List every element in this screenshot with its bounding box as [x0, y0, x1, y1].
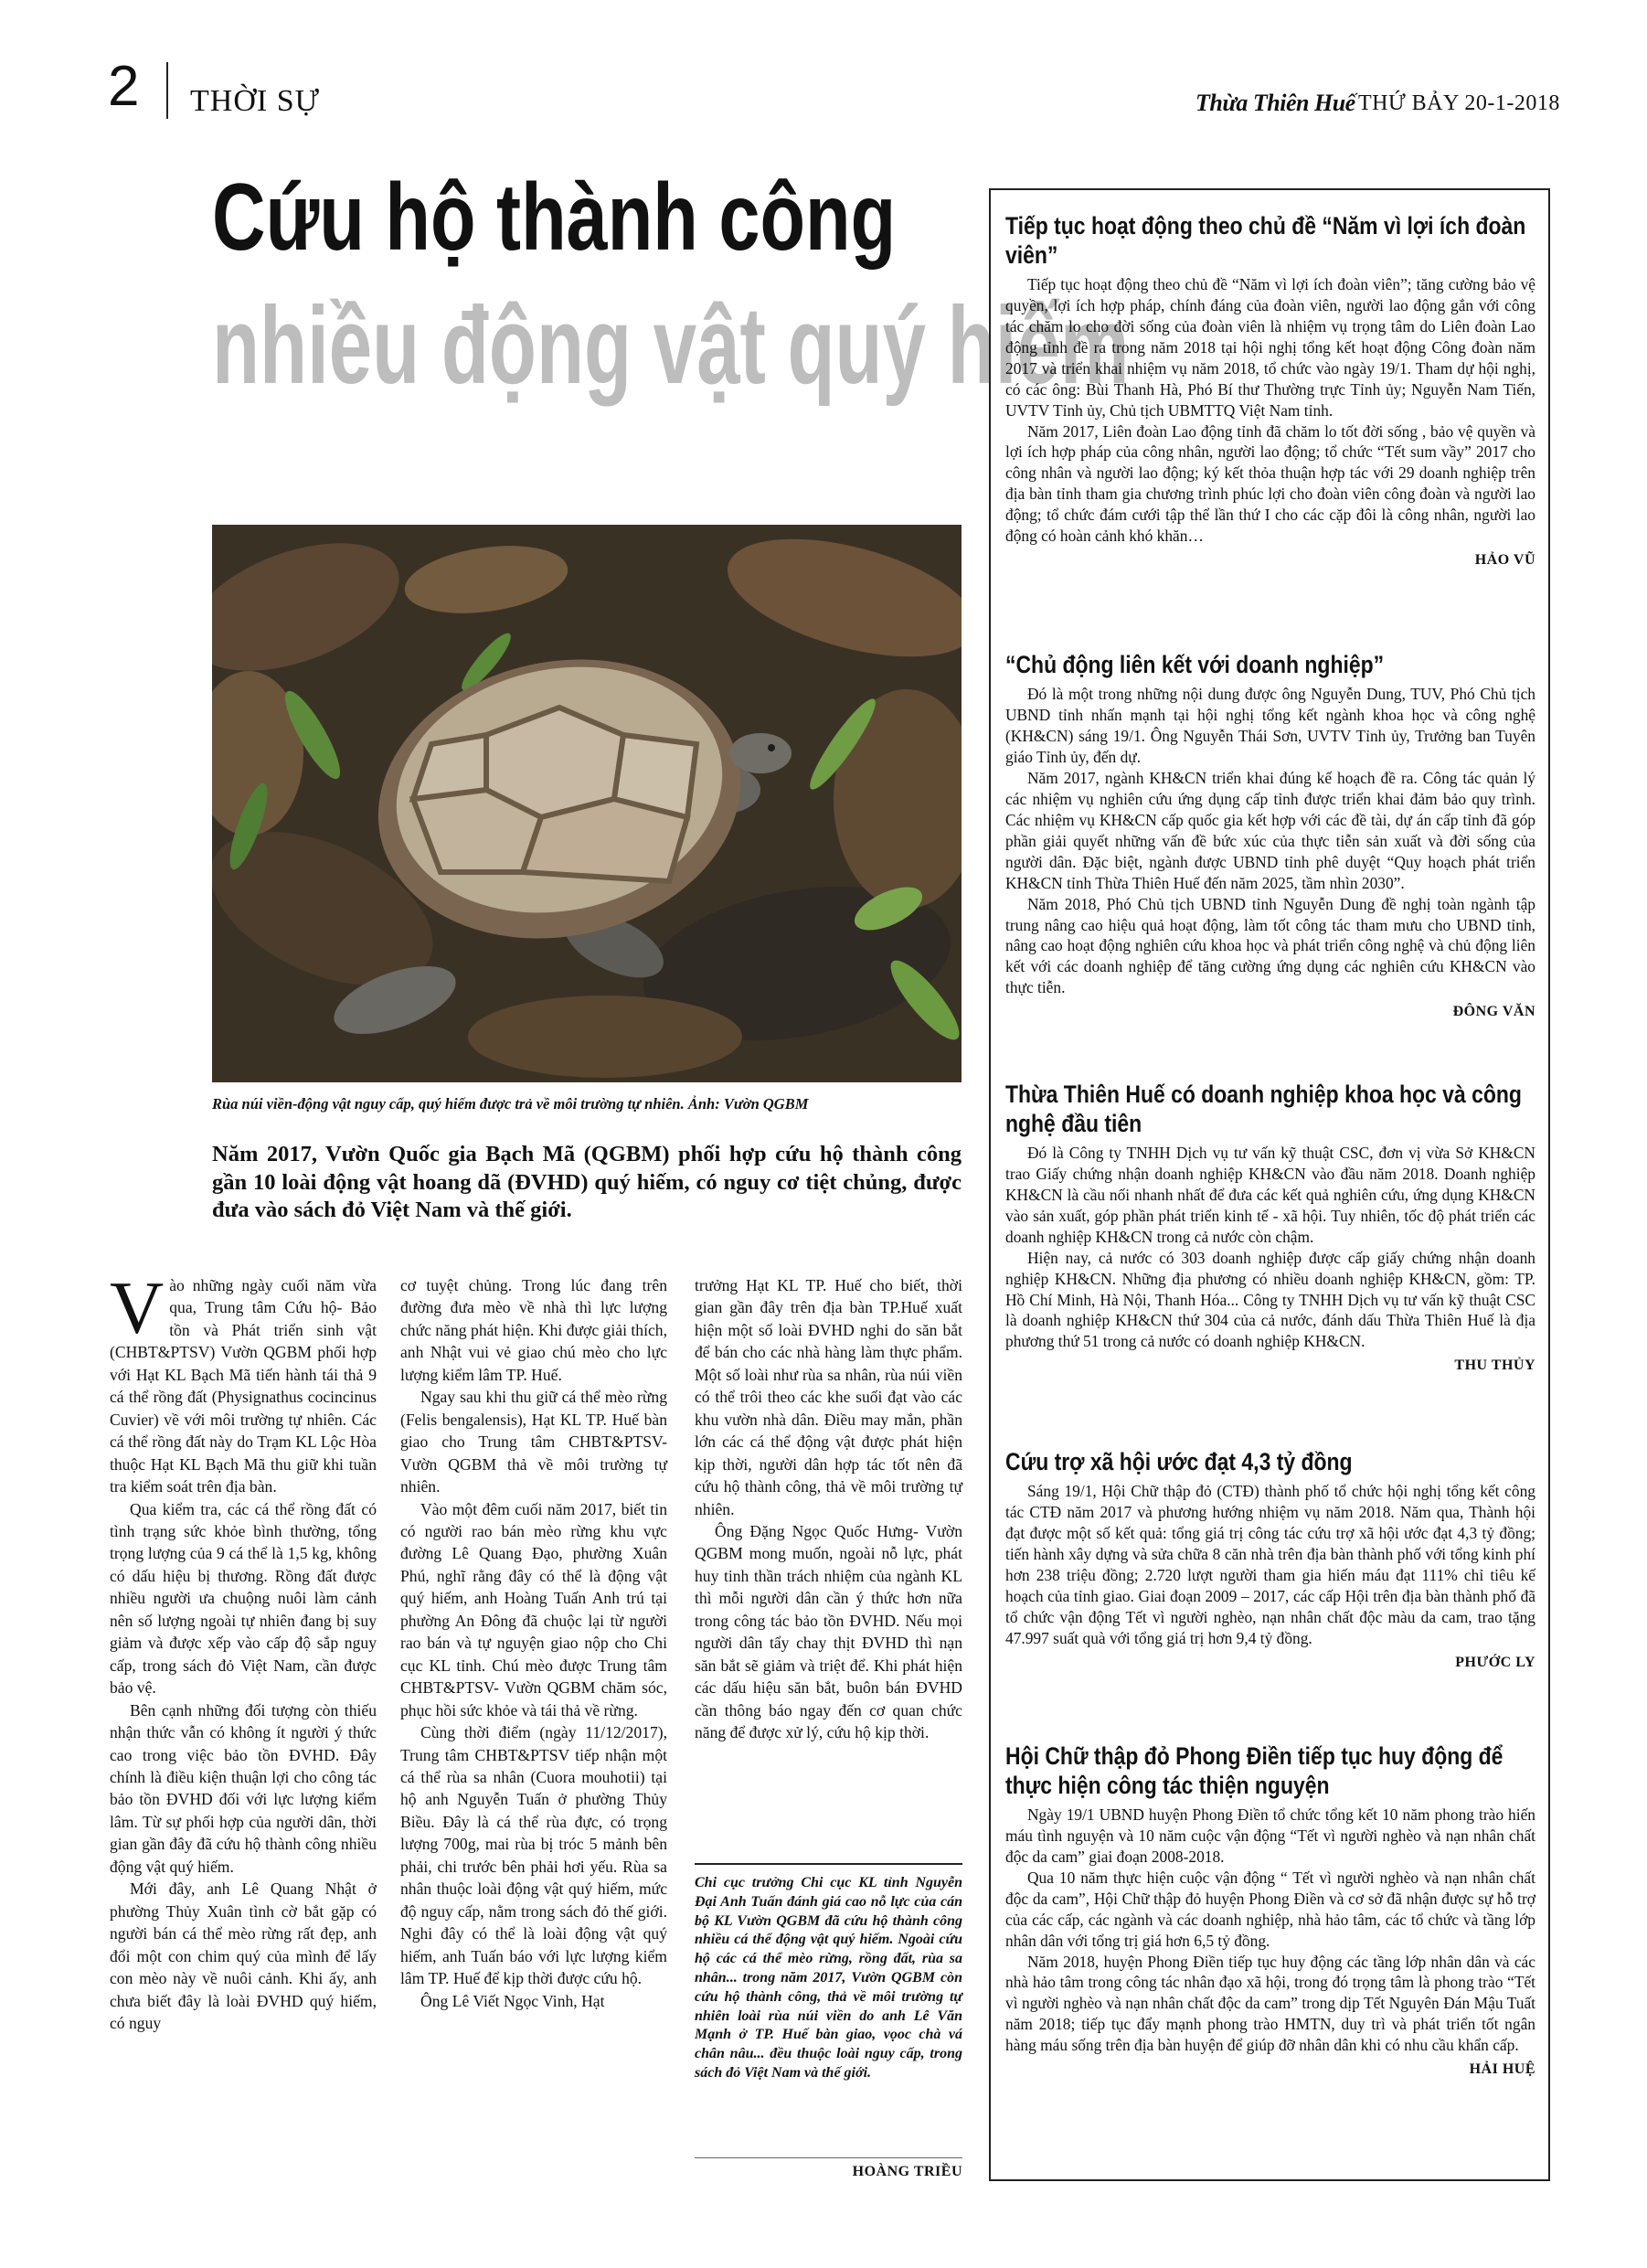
brief-paragraph: Năm 2017, Liên đoàn Lao động tỉnh đã chăm lo tốt đời sống , bảo vệ quyền và lợi ích hợp pháp của công nhân, người lao động; tổ chức “Tết sum vầy” 2017 cho công nhân và người lao động; ký kết thỏa thuận hợp tác với 29 doanh nghiệp trên địa bàn tỉnh tham gia chương trình phúc lợi cho đoàn viên công đoàn và người lao động; tổ chức đám cưới tập thể lần thứ I cho các cặp đôi là công nhân, người lao động có hoàn cảnh khó khăn…: [1005, 421, 1535, 546]
brief-paragraph: Tiếp tục hoạt động theo chủ đề “Năm vì lợi ích đoàn viên”; tăng cường bảo vệ quyền, lợi ích hợp pháp, chính đáng của đoàn viên, người lao động gắn với công tác chăm lo cho đời sống của đoàn viên là nhiệm vụ trọng tâm do Liên đoàn Lao động tỉnh đề ra trong năm 2018 tại hội nghị tổng kết hoạt động Công đoàn năm 2017 và triển khai nhiệm vụ năm 2018, tổ chức vào ngày 19/1. Tham dự hội nghị, có các ông: Bùi Thanh Hà, Phó Bí thư Thường trực Tỉnh ủy; Nguyễn Nam Tiến, UVTV Tỉnh ủy, Chủ tịch UBMTTQ Việt Nam tỉnh.: [1005, 274, 1535, 420]
header-divider: [166, 62, 168, 119]
brief-paragraph: Sáng 19/1, Hội Chữ thập đỏ (CTĐ) thành phố tổ chức hội nghị tổng kết công tác CTĐ năm 2017 và phương hướng nhiệm vụ năm 2018. Năm qua, Thành hội đạt được một số kết quả: tổng giá trị công tác cứu trợ xã hội ước đạt 4,3 tỷ đồng; tiến hành xây dựng và sửa chữa 8 căn nhà trên địa bàn thành phố với tổng kinh phí hơn 238 triệu đồng; 2.720 lượt người tham gia hiến máu đạt 111% chỉ tiêu kế hoạch của tỉnh giao. Giai đoạn 2009 – 2017, các cấp Hội trên địa bàn thành phố đã tổ chức vận động Tết vì người nghèo, nạn nhân chất độc màu da cam, trao tặng 47.997 suất quà với tổng giá trị hơn 9,4 tỷ đồng.: [1005, 1481, 1535, 1647]
article-paragraph: Bên cạnh những đối tượng còn thiếu nhận thức vẫn có không ít người ý thức cao trong việc bảo tồn ĐVHD. Đây chính là điều kiện thuận lợi cho công tác bảo tồn ĐVHD đối với lực lượng kiểm lâm. Từ sự phối hợp của người dân, thời gian gần đây đã cứu hộ thành công nhiều động vật quý hiếm.: [110, 1700, 377, 1876]
section-name: THỜI SỰ: [190, 84, 320, 118]
brief-paragraph: Năm 2018, Phó Chủ tịch UBND tỉnh Nguyễn Dung đề nghị toàn ngành tập trung nâng cao hiệu quả hoạt động, làm tốt công tác tham mưu cho UBND tỉnh, nâng cao hoạt động nghiên cứu khoa học và phát triển công nghệ và chủ động liên kết với các doanh nghiệp để tăng cường ứng dụng các nghiên cứu KH&CN vào thực tiễn.: [1005, 894, 1535, 997]
photo-caption: Rùa núi viền-động vật nguy cấp, quý hiếm được trả về môi trường tự nhiên. Ảnh: Vườn QGBM: [212, 1095, 809, 1113]
brief-paragraph: Năm 2017, ngành KH&CN triển khai đúng kế hoạch đề ra. Công tác quản lý các nhiệm vụ nghiên cứu ứng dụng cấp tỉnh được triển khai đảm bảo quy trình. Các nhiệm vụ KH&CN cấp quốc gia kết hợp với các đề tài, dự án cấp tỉnh đã góp phần giải quyết những vấn đề bức xúc của thực tiễn sản xuất và đời sống của người dân. Đặc biệt, ngành được UBND tỉnh phê duyệt “Quy hoạch phát triển KH&CN tỉnh Thừa Thiên Huế đến năm 2025, tầm nhìn 2030”.: [1005, 768, 1535, 892]
brief-paragraph: Qua 10 năm thực hiện cuộc vận động “ Tết vì người nghèo và nạn nhân chất độc da cam”, Hội Chữ thập đỏ huyện Phong Điền và cơ sở đã nhận được sự hỗ trợ của các cấp, các ngành và các doanh nghiệp, nhà hảo tâm, các tổ chức và tầng lớp nhân dân với tổng trị giá hơn 6,5 tỷ đồng.: [1005, 1868, 1535, 1950]
brief-article-3: [1005, 1081, 1535, 1374]
brief-byline: PHƯỚC LY: [1455, 1654, 1535, 1670]
brief-byline: THU THỦY: [1454, 1358, 1535, 1374]
page-number: 2: [108, 55, 140, 118]
brief-title: Hội Chữ thập đỏ Phong Điền tiếp tục huy động để thực hiện công tác thiện nguyện: [1005, 1742, 1504, 1799]
brief-article-1: [1005, 212, 1535, 569]
brief-paragraph: Đó là Công ty TNHH Dịch vụ tư vấn kỹ thuật CSC, đơn vị vừa Sở KH&CN trao Giấy chứng nhận doanh nghiệp KH&CN vào đầu năm 2018. Doanh nghiệp KH&CN là cầu nối nhanh nhất để đưa các kết quả nghiên cứu, ứng dụng KH&CN vào sản xuất, góp phần phát triển kinh tế - xã hội. Tuy nhiên, tốc độ phát triển các doanh nghiệp KH&CN trong cả nước còn chậm.: [1005, 1143, 1535, 1246]
article-column-3: [695, 1274, 962, 1744]
article-paragraph: Vào một đêm cuối năm 2017, biết tin có người rao bán mèo rừng khu vực đường Lê Quang Đạo, phường Xuân Phú, nghĩ rằng đây có thể là động vật quý hiếm, anh Hoàng Tuấn Anh trú tại phường An Đông đã chuộc lại từ người rao bán và tự nguyện giao nộp cho Chi cục KL tỉnh. Chú mèo được Trung tâm CHBT&PTSV- Vườn QGBM chăm sóc, phục hồi sức khỏe và tái thả về rừng.: [400, 1499, 667, 1720]
drop-cap: V: [110, 1266, 165, 1349]
brief-paragraph: Ngày 19/1 UBND huyện Phong Điền tổ chức tổng kết 10 năm phong trào hiến máu tình nguyện và 10 năm cuộc vận động “Tết vì người nghèo và nạn nhân chất độc da cam” giai đoạn 2008-2018.: [1005, 1805, 1535, 1866]
brief-byline: ĐÔNG VĂN: [1452, 1004, 1535, 1020]
issue-date: THỨ BẢY 20-1-2018: [1358, 91, 1560, 115]
brief-paragraph: Hiện nay, cả nước có 303 doanh nghiệp được cấp giấy chứng nhận doanh nghiệp KH&CN. Những địa phương có nhiều doanh nghiệp KH&CN, gồm: TP. Hồ Chí Minh, Hà Nội, Thanh Hóa... Công ty TNHH Dịch vụ tư vấn kỹ thuật CSC là doanh nghiệp KH&CN thứ 304 của cả nước, đánh dấu Thừa Thiên Huế là địa phương thứ 51 trong cả nước có doanh nghiệp KH&CN.: [1005, 1248, 1535, 1351]
brief-article-5: [1005, 1742, 1535, 2078]
newspaper-name: Thừa Thiên Huế: [1195, 90, 1355, 116]
brief-title: Thừa Thiên Huế có doanh nghiệp khoa học và công nghệ đầu tiên: [1005, 1081, 1522, 1137]
article-column-2: [400, 1274, 667, 2012]
article-paragraph: Mới đây, anh Lê Quang Nhật ở phường Thủy Xuân tình cờ bắt gặp có người bán cá thể mèo rừng rất đẹp, anh đổi một con chim quý của mình để lấy con mèo này về nuôi cảnh. Khi ấy, anh chưa biết đây là loài ĐVHD quý hiếm, có nguy: [110, 1879, 377, 2032]
article-paragraph: trưởng Hạt KL TP. Huế cho biết, thời gian gần đây trên địa bàn TP.Huế xuất hiện một số loài ĐVHD nghi do săn bắt để bán cho các nhà hàng làm thực phẩm. Một số loài như rùa sa nhân, rùa núi viền có thể trôi theo các khe suối đạt vào các khu vườn nhà dân. Điều may mắn, phần lớn các cá thể động vật được phát hiện kịp thời, người dân hợp tác tốt nên đã cứu hộ thành công, thả về môi trường tự nhiên.: [695, 1276, 962, 1518]
article-paragraph: cơ tuyệt chủng. Trong lúc đang trên đường đưa mèo về nhà thì lực lượng chức năng phát hiện. Khi được giải thích, anh Nhật vui vẻ giao chú mèo cho lực lượng kiểm lâm TP. Huế.: [400, 1276, 667, 1384]
article-lead: Năm 2017, Vườn Quốc gia Bạch Mã (QGBM) phối hợp cứu hộ thành công gần 10 loài động vật hoang dã (ĐVHD) quý hiếm, có nguy cơ tiệt chủng, được đưa vào sách đỏ Việt Nam và thế giới.: [212, 1142, 962, 1223]
brief-paragraph: Năm 2018, huyện Phong Điền tiếp tục huy động các tầng lớp nhân dân và các nhà hảo tâm trong công tác nhân đạo xã hội, trong đó trọng tâm là phong trào “Tết vì người nghèo và nạn nhân chất độc da cam” trong dịp Tết Nguyên Đán Mậu Tuất năm 2018; tiếp tục đẩy mạnh phong trào HMTN, duy trì và phát triển tốt ngân hàng máu sống trên địa bàn huyện để giúp đỡ nhân dân khi có nhu cầu khẩn cấp.: [1005, 1952, 1535, 2055]
article-author: HOÀNG TRIỀU: [695, 2157, 962, 2180]
article-paragraph: Ông Lê Viết Ngọc Vinh, Hạt: [420, 1991, 605, 2010]
article-paragraph: Cùng thời điểm (ngày 11/12/2017), Trung tâm CHBT&PTSV tiếp nhận một cá thể rùa sa nhân (Cuora mouhotii) tại hộ anh Nguyễn Tuấn ở phường Thủy Biều. Đây là cá thể rùa đực, có trọng lượng 700g, mai rùa bị tróc 5 mảnh bên phải, chi trước bên phải hơi yếu. Rùa sa nhân thuộc loài động vật quý hiếm, mức độ nguy cấp, nằm trong sách đỏ thế giới. Nghi đây có thể là loài động vật quý hiếm, anh Tuấn báo với lực lượng kiểm lâm TP. Huế để kịp thời được cứu hộ.: [400, 1723, 667, 1988]
turtle-photo: [212, 525, 962, 1082]
pull-quote: Chi cục trưởng Chi cục KL tỉnh Nguyễn Đại Anh Tuấn đánh giá cao nỗ lực của cán bộ KL Vườn QGBM đã cứu hộ thành công nhiều cá thể động vật quý hiếm. Ngoài cứu hộ các cá thể mèo rừng, rồng đất, rùa sa nhân... trong năm 2017, Vườn QGBM còn cứu hộ thành công, thả về môi trường tự nhiên loài rùa núi viền do anh Lê Văn Mạnh ở TP. Huế bàn giao, vọoc chà vá chân nâu... đều thuộc loài nguy cấp, trong sách đỏ Việt Nam và thế giới.: [695, 1863, 962, 2083]
brief-paragraph: Đó là một trong những nội dung được ông Nguyễn Dung, TUV, Phó Chủ tịch UBND tỉnh nhấn mạnh tại hội nghị tổng kết ngành khoa học và công nghệ (KH&CN) sáng 19/1. Ông Nguyễn Thái Sơn, UVTV Tỉnh ủy, Trưởng ban Tuyên giáo Tỉnh ủy, đến dự.: [1005, 684, 1535, 766]
brief-article-4: [1005, 1448, 1535, 1671]
headline-line-1: Cứu hộ thành công: [212, 165, 897, 271]
turtle-photo-illustration: [212, 525, 962, 1082]
article-paragraph: Vào những ngày cuối năm vừa qua, Trung tâm Cứu hộ- Bảo tồn và Phát triển sinh vật (CHBT&PTSV) Vườn QGBM phối hợp với Hạt KL Bạch Mã tiến hành tái thả 9 cá thể rồng đất (Physignathus cocincinus Cuvier) về với môi trường tự nhiên. Các cá thể rồng đất này do Trạm KL Lộc Hòa thuộc Hạt KL Bạch Mã thu giữ khi tuần tra kiểm soát trên địa bàn.: [110, 1266, 377, 1496]
article-paragraph: Ngay sau khi thu giữ cá thể mèo rừng (Felis bengalensis), Hạt KL TP. Huế bàn giao cho Trung tâm CHBT&PTSV- Vườn QGBM thả về môi trường tự nhiên.: [400, 1388, 667, 1496]
brief-title: Cứu trợ xã hội ước đạt 4,3 tỷ đồng: [1005, 1448, 1353, 1475]
brief-byline: HẢO VŨ: [1474, 552, 1535, 569]
brief-article-2: [1005, 651, 1535, 1020]
article-paragraph: Qua kiểm tra, các cá thể rồng đất có tình trạng sức khỏe bình thường, tổng trọng lượng của 9 cá thể là 1,5 kg, không có dấu hiệu bị thương. Rồng đất được nhiều người ưa chuộng nuôi làm cảnh nên số lượng ngoài tự nhiên đang bị suy giảm và được xếp vào cấp độ sắp nguy cấp, trong sách đỏ Việt Nam, cần được bảo vệ.: [110, 1499, 377, 1698]
brief-title: “Chủ động liên kết với doanh nghiệp”: [1005, 651, 1385, 678]
headline-line-2: nhiều động vật quý hiếm: [212, 284, 1130, 407]
article-paragraph: Ông Đặng Ngọc Quốc Hưng- Vườn QGBM mong muốn, ngoài nỗ lực, phát huy tinh thần trách nhiệm của ngành KL thì mỗi người dân cần ý thức hơn nữa trong công tác bảo tồn ĐVHD. Nếu mọi người dân tẩy chay thịt ĐVHD thì nạn săn bắt sẽ giảm và triệt để. Khi phát hiện các dấu hiệu săn bắt, buôn bán ĐVHD cần thông báo ngay đến cơ quan chức năng để được xử lý, cứu hộ kịp thời.: [695, 1521, 962, 1742]
brief-title: Tiếp tục hoạt động theo chủ đề “Năm vì lợi ích đoàn viên”: [1005, 212, 1526, 269]
article-column-1: [110, 1266, 377, 2034]
brief-byline: HẢI HUỆ: [1469, 2061, 1535, 2078]
